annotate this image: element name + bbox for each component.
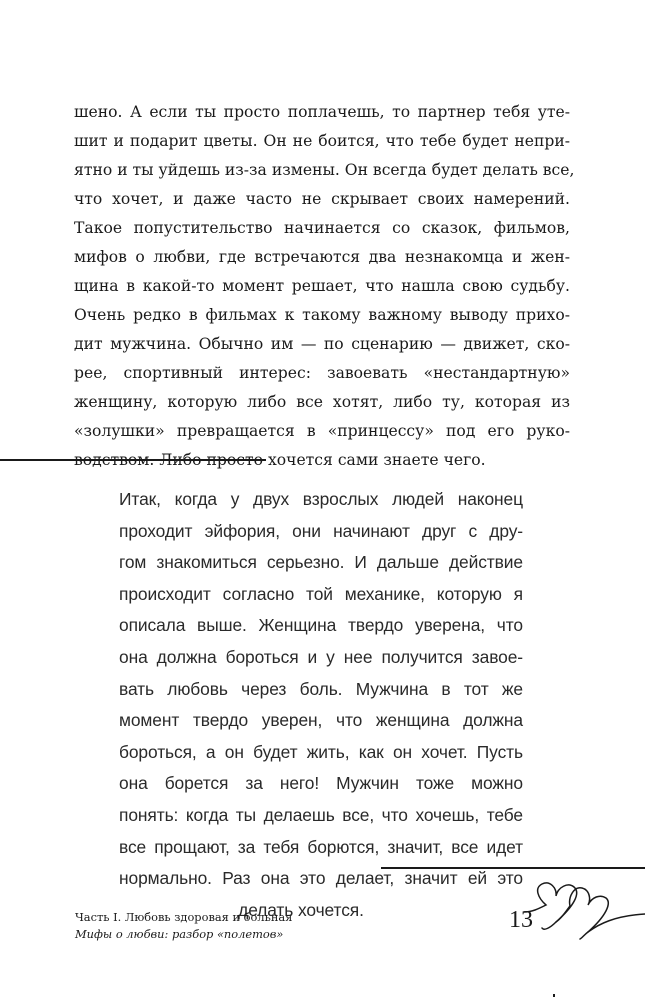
chapter-title: Мифы о любви: разбор «полетов» bbox=[75, 927, 284, 941]
text-line: водством. Либо просто хочется сами знаете чего. bbox=[74, 451, 486, 469]
text-line: Очень редко в фильмах к такому важному выводу прихо- bbox=[74, 306, 570, 324]
quote-line: бороться, а он будет жить, как он хочет. Пусть bbox=[119, 741, 523, 762]
quote-line: нормально. Раз она это делает, значит ей это bbox=[119, 868, 523, 889]
quote-line: она борется за него! Мужчин тоже можно bbox=[119, 773, 523, 794]
quote-line: понять: когда ты делаешь все, что хочешь, тебе bbox=[119, 804, 523, 825]
text-line: что хочет, и даже часто не скрывает своих намерений. bbox=[74, 190, 570, 208]
text-line: мифов о любви, где встречаются два незнакомца и жен- bbox=[74, 248, 570, 266]
quote-line: описала выше. Женщина твердо уверена, что bbox=[119, 615, 523, 636]
text-line: щина в какой-то момент решает, что нашла свою судьбу. bbox=[74, 277, 570, 295]
quote-line: момент твердо уверен, что женщина должна bbox=[119, 710, 523, 731]
text-line: рее, спортивный интерес: завоевать «нестандартную» bbox=[74, 364, 570, 382]
page-number: 13 bbox=[509, 907, 533, 933]
divider-bottom bbox=[381, 867, 645, 869]
hearts-icon bbox=[524, 878, 645, 940]
quote-line: гом знакомиться серьезно. И дальше действие bbox=[119, 552, 523, 573]
text-line: шено. А если ты просто поплачешь, то партнер тебя уте- bbox=[74, 103, 570, 121]
quote-line: делать хочется. bbox=[238, 899, 364, 920]
text-line: шит и подарит цветы. Он не боится, что тебе будет непри- bbox=[74, 132, 570, 150]
text-line: женщину, которую либо все хотят, либо ту, которая из bbox=[74, 393, 570, 411]
text-line: ятно и ты уйдешь из-за измены. Он всегда будет делать все, bbox=[74, 161, 575, 179]
text-line: Такое попустительство начинается со сказок, фильмов, bbox=[74, 219, 570, 237]
text-line: «золушки» превращается в «принцессу» под его руко- bbox=[74, 422, 570, 440]
divider-top bbox=[0, 459, 266, 461]
quote-line: вать любовь через боль. Мужчина в тот же bbox=[119, 678, 523, 699]
running-footer bbox=[75, 909, 292, 943]
part-title: Часть I. Любовь здоровая и больная bbox=[75, 910, 293, 924]
body-paragraph bbox=[74, 98, 575, 475]
quote-block bbox=[119, 484, 523, 926]
quote-line: проходит эйфория, они начинают друг с дру- bbox=[119, 520, 523, 541]
quote-line: она должна бороться и у нее получится завое- bbox=[119, 646, 523, 667]
quote-line: все прощают, за тебя борются, значит, все идет bbox=[119, 836, 523, 857]
quote-line: Итак, когда у двух взрослых людей наконец bbox=[119, 489, 523, 509]
bottom-mark bbox=[553, 994, 555, 997]
quote-line: происходит согласно той механике, которую я bbox=[119, 583, 523, 604]
text-line: дит мужчина. Обычно им — по сценарию — движет, ско- bbox=[74, 335, 570, 353]
